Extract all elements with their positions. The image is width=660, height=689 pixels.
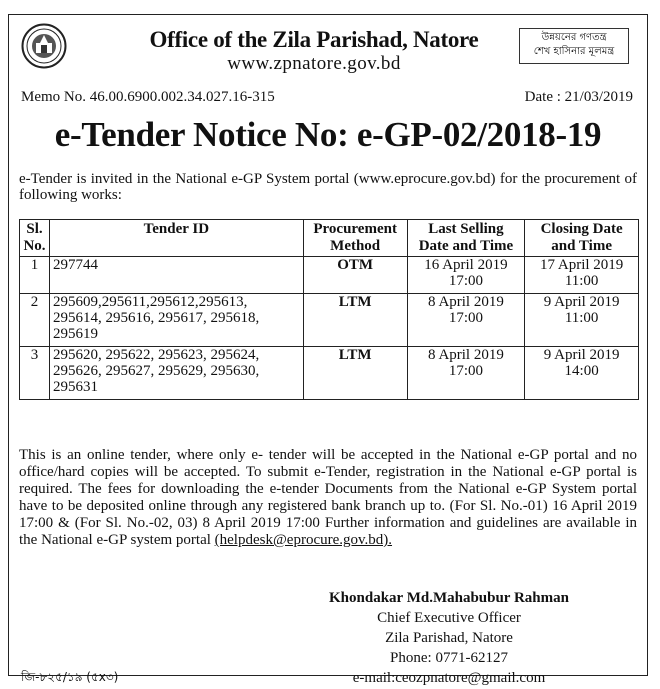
table-row [20, 347, 639, 400]
government-seal-icon [21, 23, 67, 69]
memo-number: Memo No. 46.00.6900.002.34.027.16-315 [21, 89, 275, 105]
slogan-line-1: উন্নয়নের গণতন্ত্র [541, 32, 607, 43]
cell-tender-ids: 295620, 295622, 295623, 295624, 295626, 295627, 295629, 295630, 295631 [49, 347, 303, 400]
cell-sl: 2 [20, 294, 50, 347]
cell-tender-ids: 295609,295611,295612,295613, 295614, 295616, 295617, 295618, 295619 [49, 294, 303, 347]
body-text: This is an online tender, where only e- tender will be accepted in the National e-GP portal and no office/hard copies will be accepted. To submit e-Tender, registration in the National e-GP portal is required. The fees for downloading the e-tender Documents from the National e-GP System portal have to be deposited online through any registered bank branch up to. (For Sl. No.-01) 16 April 2019 17:00 & (For Sl. No.-02, 03) 8 April 2019 17:00 Further information and guidelines are available in the National e-GP system portal [19, 447, 637, 548]
top-strip [0, 0, 660, 10]
cell-sl: 3 [20, 347, 50, 400]
office-name: Office of the Zila Parishad, Natore [149, 27, 479, 52]
cell-closing: 9 April 2019 14:00 [525, 347, 639, 400]
notice-frame [8, 14, 648, 686]
table-row [20, 257, 639, 294]
table-header-row [20, 220, 639, 257]
cell-last-selling: 8 April 2019 17:00 [407, 347, 525, 400]
notice-date: Date : 21/03/2019 [524, 89, 633, 105]
cell-closing: 17 April 2019 11:00 [525, 257, 639, 294]
slogan-line-2: শেখ হাসিনার মূলমন্ত্র [533, 46, 615, 57]
tender-table [19, 219, 639, 400]
cell-closing: 9 April 2019 11:00 [525, 294, 639, 347]
signatory-office: Zila Parishad, Natore [385, 630, 513, 646]
notice-title: e-Tender Notice No: e-GP-02/2018-19 [54, 115, 602, 154]
intro-text: e-Tender is invited in the National e-GP System portal (www.eprocure.gov.bd) for the procurement of following works: [19, 171, 637, 203]
publication-code: জি-৮২৫/১৯ (৫x৩) [21, 670, 119, 684]
signatory-designation: Chief Executive Officer [377, 610, 521, 626]
cell-method: LTM [303, 347, 407, 400]
table-row [20, 294, 639, 347]
signatory-phone: Phone: 0771-62127 [390, 650, 508, 666]
signature-block [269, 588, 629, 688]
cell-sl: 1 [20, 257, 50, 294]
header-sl: Sl. No. [20, 220, 50, 257]
body-paragraph [19, 447, 637, 549]
signatory-name: Khondakar Md.Mahabubur Rahman [329, 590, 569, 606]
helpdesk-email-link[interactable]: (helpdesk@eprocure.gov.bd). [214, 532, 393, 548]
cell-method: OTM [303, 257, 407, 294]
header-closing: Closing Date and Time [525, 220, 639, 257]
cell-last-selling: 16 April 2019 17:00 [407, 257, 525, 294]
signatory-email: e-mail:ceozpnatore@gmail.com [352, 670, 546, 686]
header-method: Procurement Method [303, 220, 407, 257]
office-website: www.zpnatore.gov.bd [227, 53, 401, 74]
header-last-selling: Last Selling Date and Time [407, 220, 525, 257]
header-tender-id: Tender ID [49, 220, 303, 257]
cell-method: LTM [303, 294, 407, 347]
slogan-box [519, 28, 629, 64]
cell-tender-ids: 297744 [49, 257, 303, 294]
cell-last-selling: 8 April 2019 17:00 [407, 294, 525, 347]
